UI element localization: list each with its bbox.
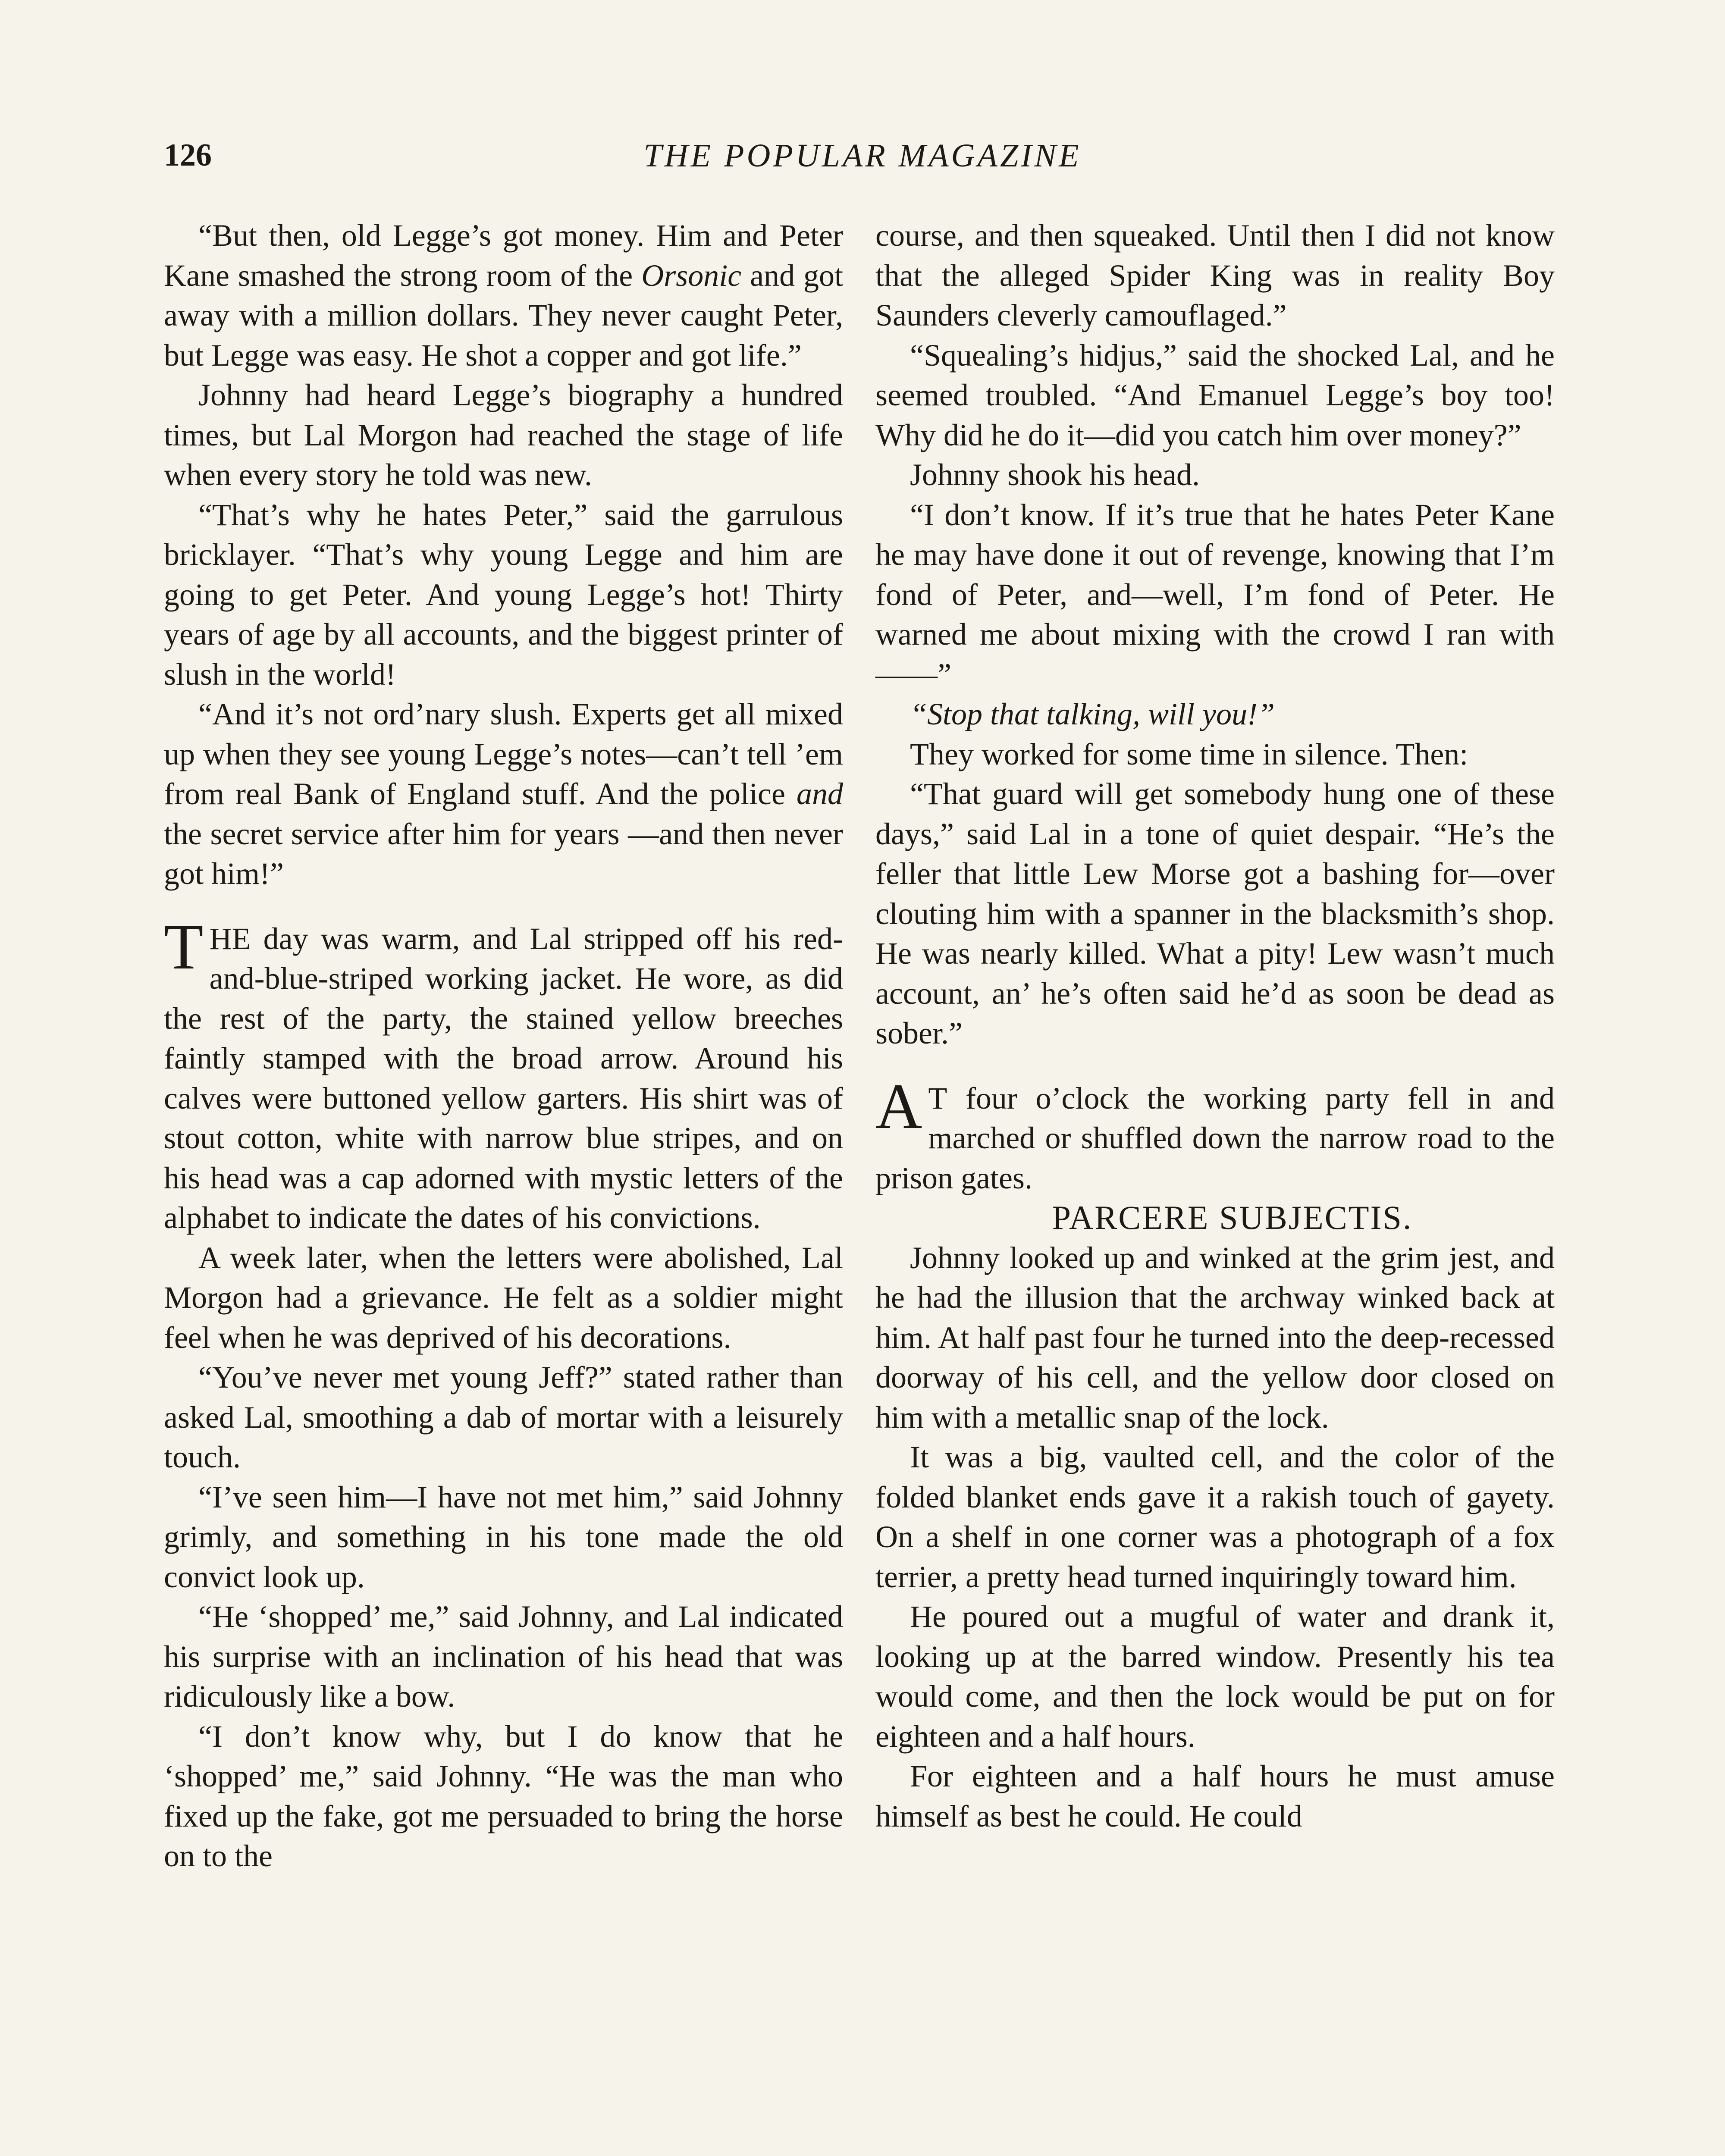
page-header [160,137,1565,185]
paragraph: “And it’s not ord’nary slush. Experts get all mixed up when they see young Legge’s notes—can’t tell ’em from real Bank of England stuff. And the police and the secret service after him for years —and then never got him!” [164,697,843,891]
left-column [164,216,843,1876]
inscription: PARCERE SUBJECTIS. [1052,1199,1413,1236]
paragraph: “But then, old Legge’s got money. Him and Peter Kane smashed the strong room of the Orsonic and got away with a million dollars. They never caught Peter, but Legge was easy. He shot a copper and got life.” [164,218,843,373]
paragraph-with-dropcap: A T four o’clock the working party fell in and marched or shuffled down the narrow road to the prison gates. [875,1070,1555,1195]
paragraph: “That’s why he hates Peter,” said the garrulous bricklayer. “That’s why young Legge and him are going to get Peter. And young Legge’s hot! Thirty years of age by all accounts, and the biggest printer of slush in the world! [164,497,843,692]
section-break [164,894,843,919]
paragraph: He poured out a mugful of water and drank it, looking up at the barred window. Presently his tea would come, and then the lock would be put on for eighteen and a half hours. [875,1599,1555,1754]
paragraph: “I’ve seen him—I have not met him,” said Johnny grimly, and something in his tone made the old convict look up. [164,1479,843,1594]
right-column [875,216,1555,1836]
paragraph: “That guard will get somebody hung one of these days,” said Lal in a tone of quiet despair. “He’s the feller that little Lew Morse got a bashing for—over clouting him with a spanner in the blacksmith’s shop. He was nearly killed. What a pity! Lew wasn’t much account, an’ he’s often said he’d as soon be dead as sober.” [875,777,1555,1050]
paragraph: For eighteen and a half hours he must amuse himself as best he could. He could [875,1759,1555,1833]
paragraph: “I don’t know why, but I do know that he ‘shopped’ me,” said Johnny. “He was the man who fixed up the fake, got me persuaded to bring the horse on to the [164,1719,843,1873]
paragraph: “He ‘shopped’ me,” said Johnny, and Lal indicated his surprise with an inclination of his head that was ridiculously like a bow. [164,1599,843,1714]
paragraph: Johnny looked up and winked at the grim jest, and he had the illusion that the archway winked back at him. At half past four he turned into the deep-recessed doorway of his cell, and the yellow door closed on him with a metallic snap of the lock. [875,1240,1555,1435]
paragraph: “Stop that talking, will you!” [910,697,1275,731]
paragraph: “I don’t know. If it’s true that he hates Peter Kane he may have done it out of revenge, knowing that I’m fond of Peter, and—well, I’m fond of Peter. He warned me about mixing with the crowd I ran with——” [875,497,1555,692]
paragraph: A week later, when the letters were abolished, Lal Morgon had a grievance. He felt as a soldier might feel when he was deprived of his decorations. [164,1240,843,1355]
paragraph: It was a big, vaulted cell, and the color of the folded blanket ends gave it a rakish touch of gayety. On a shelf in one corner was a photograph of a fox terrier, a pretty head turned inquiringly toward him. [875,1440,1555,1594]
drop-cap: T [164,911,204,983]
paragraph: “You’ve never met young Jeff?” stated rather than asked Lal, smoothing a dab of mortar with a leisurely touch. [164,1360,843,1474]
running-title: THE POPULAR MAGAZINE [643,138,1082,174]
paragraph-with-dropcap: THE day was warm, and Lal stripped off his red-and-blue-striped working jacket. He wore, as did the rest of the party, the stained yellow breeches faintly stamped with the broad arrow. Around his calves were buttoned yellow garters. His shirt was of stout cotton, white with narrow blue stripes, and on his head was a cap adorned with mystic letters of the alphabet to indicate the dates of his convictions. [164,911,843,1235]
paragraph: Johnny had heard Legge’s biography a hundred times, but Lal Morgon had reached the stage of life when every story he told was new. [164,378,843,492]
paragraph: course, and then squeaked. Until then I did not know that the alleged Spider King was in reality Boy Saunders cleverly camouflaged.” [875,218,1555,332]
paragraph: Johnny shook his head. [910,458,1200,492]
drop-cap: A [875,1070,922,1142]
page-number: 126 [164,138,212,173]
paragraph: They worked for some time in silence. Then: [910,736,1468,771]
paragraph: “Squealing’s hidjus,” said the shocked Lal, and he seemed troubled. “And Emanuel Legge’s boy too! Why did he do it—did you catch him over money?” [875,338,1555,452]
section-break [875,1053,1555,1078]
